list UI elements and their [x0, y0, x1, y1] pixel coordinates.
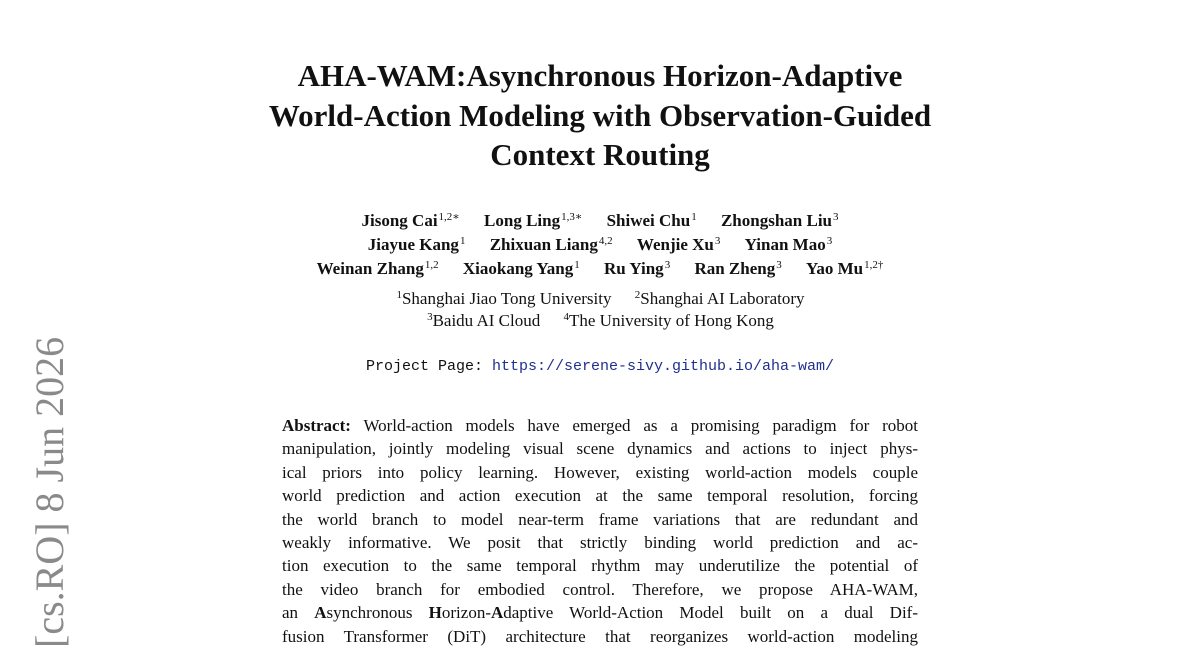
affiliation-row-2	[0, 311, 1200, 333]
abstract-line: Abstract: World-action models have emerged as a promising paradigm for robot	[282, 416, 918, 435]
author: Yao $Mu^{1,2\dagger}$	[805, 259, 884, 278]
abstract-line: the video branch for embodied control. Therefore, we propose AHA-WAM,	[282, 579, 918, 599]
abstract-line: fusion Transformer (DiT) architecture that reorganizes world-action modeling	[282, 626, 918, 646]
author: Xiaokang Yang$^1$	[462, 259, 580, 278]
affiliation: $^4$The University of Hong Kong	[563, 311, 774, 330]
title-line-2: World-Action Modeling with Observation-Guided	[268, 97, 932, 133]
affiliation: $^1$Shanghai Jiao Tong University	[396, 289, 612, 308]
affiliation: $^2$Shanghai AI Laboratory	[634, 289, 805, 308]
author: Ru Ying$^3$	[604, 259, 671, 278]
author-row-3	[0, 258, 1200, 282]
title-line-3: Context Routing	[490, 137, 710, 172]
paper-title	[0, 56, 1200, 175]
author: Wenjie Xu$^3$	[636, 235, 721, 254]
author: Long Ling$^{1,3∗}$	[484, 211, 583, 230]
project-page-label: Project Page:	[365, 358, 492, 375]
abstract-line: an Asynchronous Horizon-Adaptive World-Action Model built on a dual Dif-	[282, 603, 918, 623]
author: Zhixuan Liang$^{4,2}$	[489, 235, 613, 254]
arxiv-stamp: [cs.RO] 8 Jun 2026	[27, 336, 72, 648]
abstract-line: weakly informative. We posit that strictly binding world prediction and ac-	[282, 532, 918, 552]
author-list	[0, 210, 1200, 282]
abstract-line: ical priors into policy learning. However, existing world-action models couple	[282, 462, 918, 482]
author: Shiwei Chu$^1$	[606, 211, 697, 230]
author-row-1	[0, 210, 1200, 234]
affiliation-list	[0, 289, 1200, 333]
author: Weinan Zhang$^{1,2}$	[316, 259, 439, 278]
abstract-line: tion execution to the same temporal rhythm may underutilize the potential of	[282, 556, 918, 576]
author: Ran Zheng$^3$	[694, 259, 782, 278]
author: Zhongshan Liu$^3$	[720, 211, 839, 230]
author-row-2	[0, 234, 1200, 258]
affiliation: $^3$Baidu AI Cloud	[427, 311, 541, 330]
abstract	[282, 414, 918, 648]
project-page	[0, 357, 1200, 377]
title-line-1: AHA-WAM:Asynchronous Horizon-Adaptive	[297, 58, 903, 93]
abstract-line: manipulation, jointly modeling visual scene dynamics and actions to inject phys-	[282, 439, 918, 459]
author: Jiayue Kang$^1$	[367, 235, 466, 254]
author: Jisong Cai$^{1,2∗}$	[361, 211, 460, 230]
abstract-label: Abstract:	[282, 416, 351, 435]
author: Yinan Mao$^3$	[744, 235, 833, 254]
abstract-line: world prediction and action execution at the same temporal resolution, forcing	[282, 486, 918, 506]
abstract-line: the world branch to model near-term frame variations that are redundant and	[282, 509, 918, 529]
project-page-link[interactable]: https://serene-sivy.github.io/aha-wam/	[491, 358, 835, 375]
affiliation-row-1	[0, 289, 1200, 311]
